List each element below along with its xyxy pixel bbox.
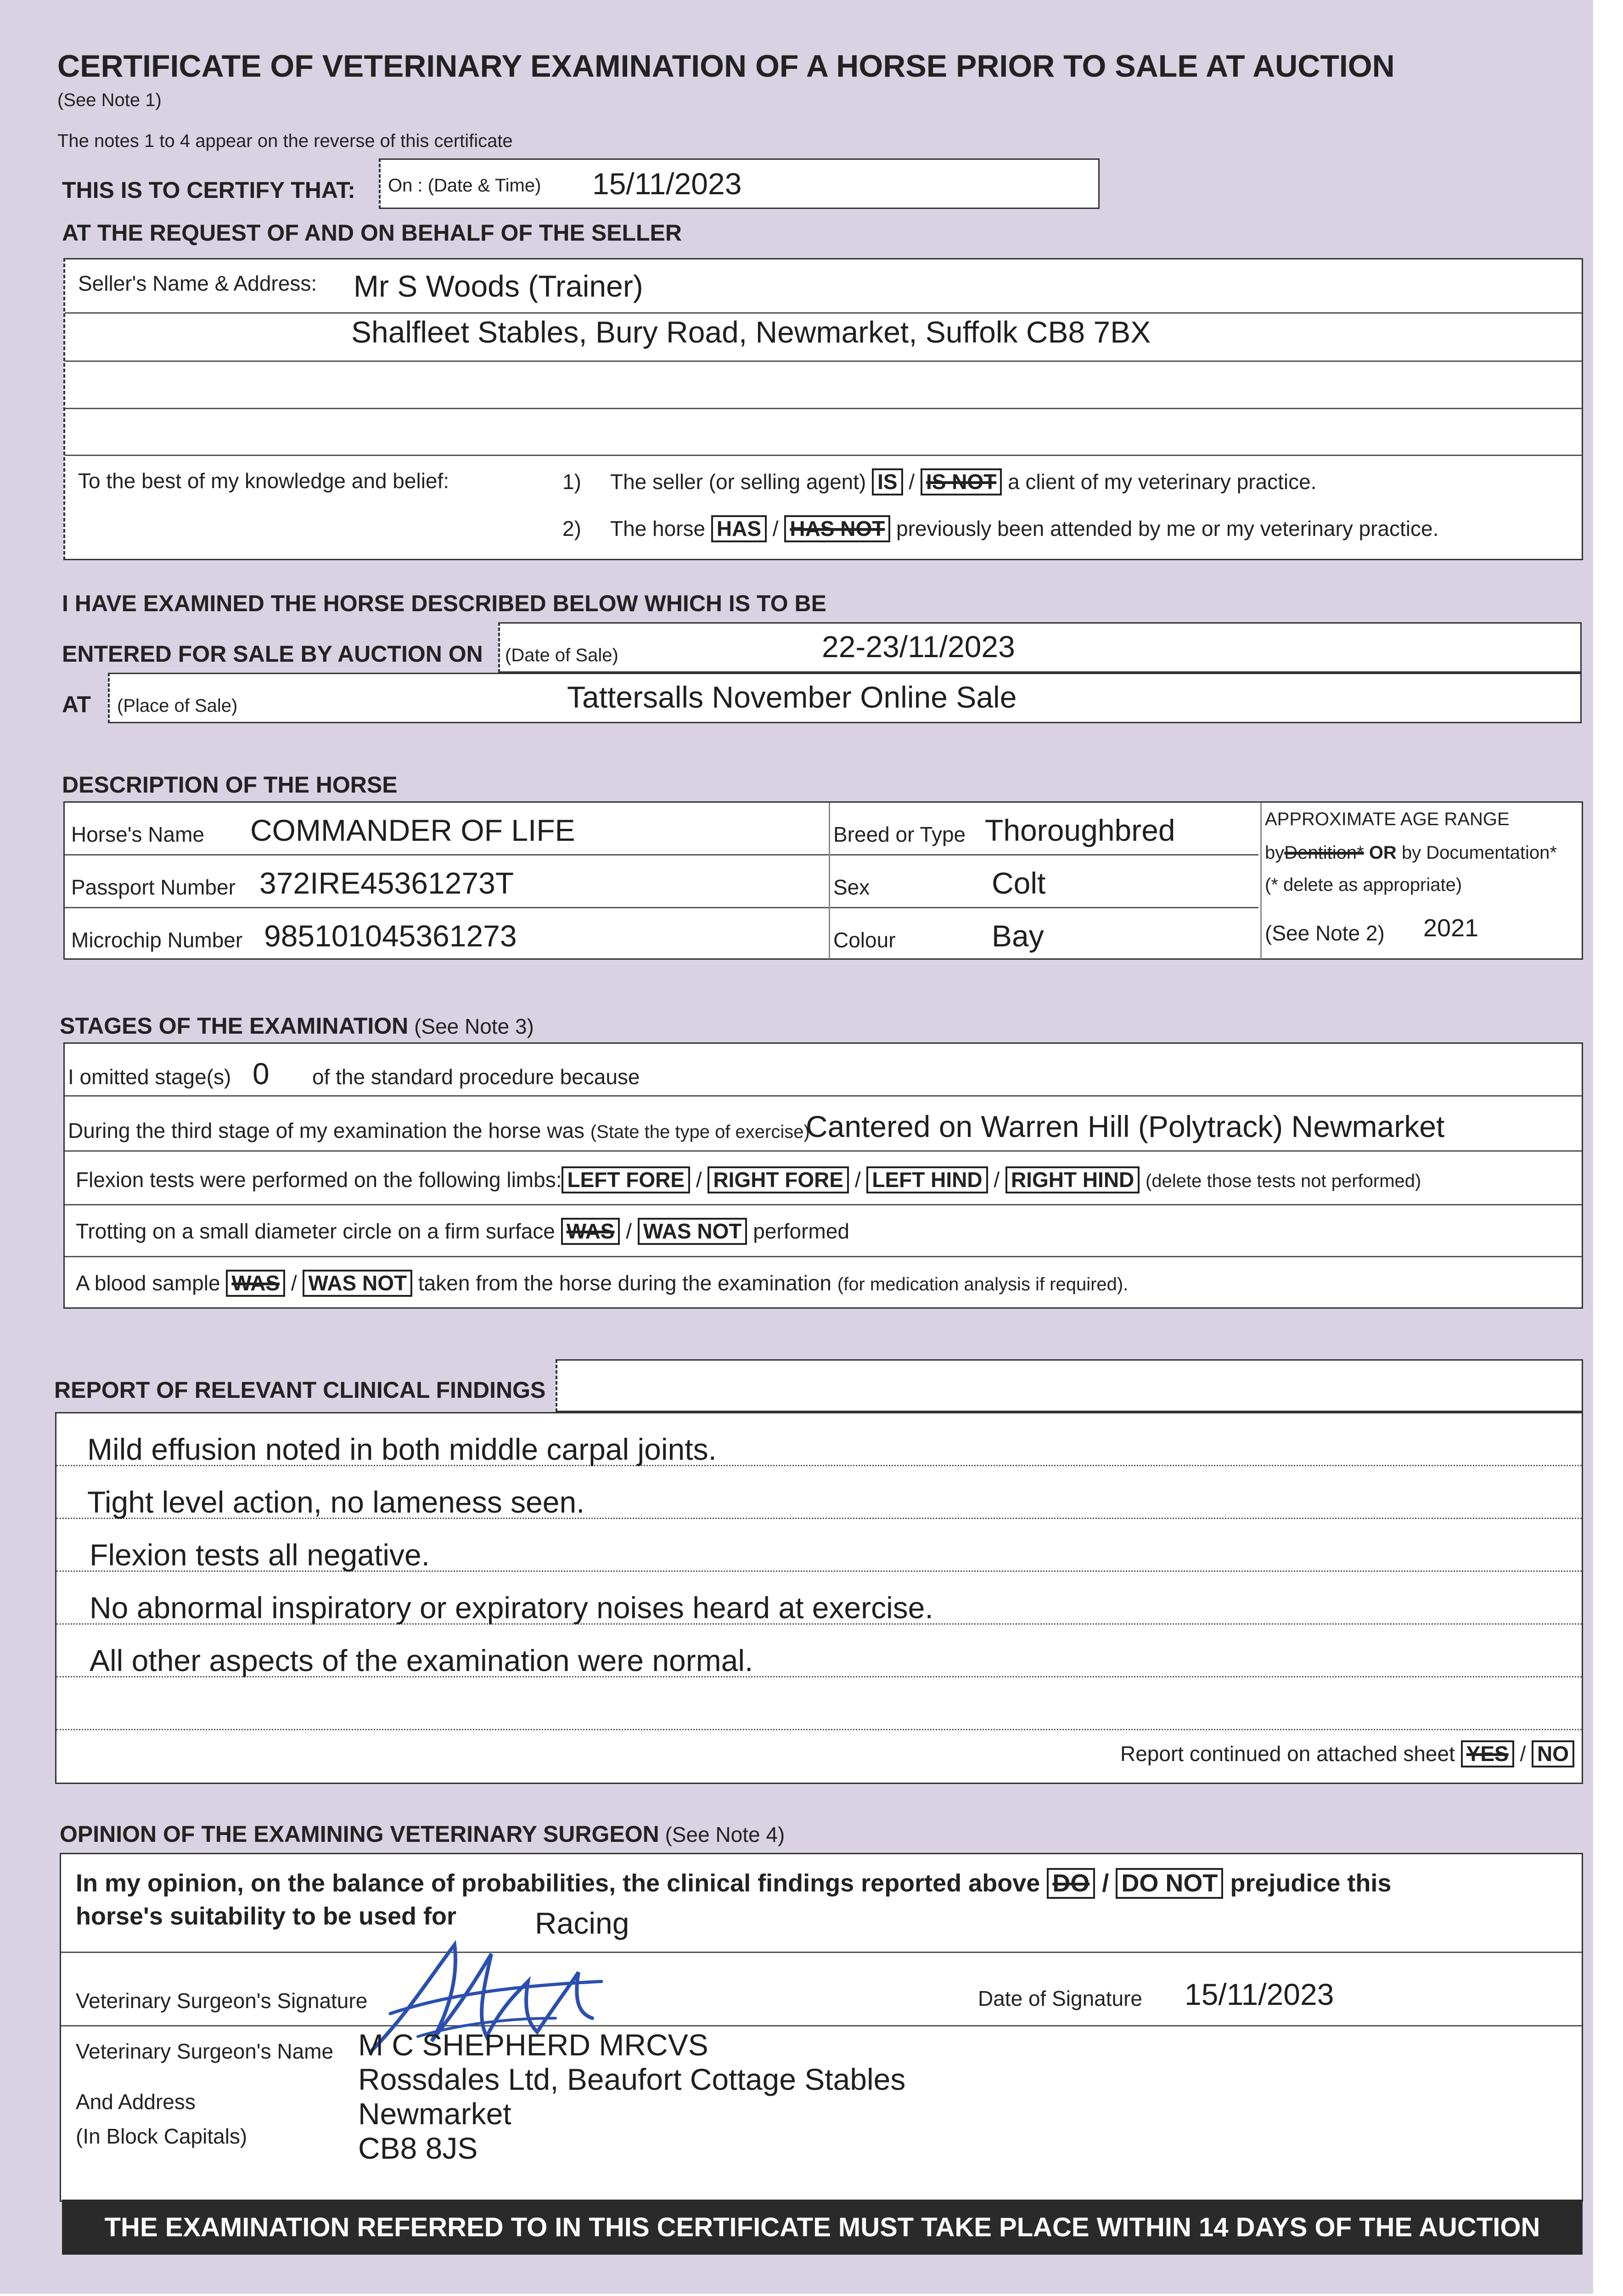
colour-label: Colour [833, 928, 896, 952]
trotting-was-option[interactable]: WAS [561, 1218, 620, 1245]
age-or: OR [1369, 843, 1397, 863]
vet-address-line-2: Newmarket [358, 2097, 511, 2131]
finding-line-1: Mild effusion noted in both middle carpal joints. [87, 1432, 717, 1466]
passport-label: Passport Number [71, 875, 236, 899]
knowledge-label: To the best of my knowledge and belief: [78, 469, 449, 493]
age-dentition-struck: Dentition* [1284, 843, 1364, 863]
third-stage-note: (State the type of exercise) [590, 1122, 810, 1142]
vet-address-line-1: Rossdales Ltd, Beaufort Cottage Stables [358, 2062, 906, 2096]
age-range-heading: APPROXIMATE AGE RANGE [1265, 809, 1510, 829]
blood-note: (for medication analysis if required). [837, 1274, 1129, 1294]
continued-yes-option[interactable]: YES [1461, 1740, 1514, 1767]
flexion-row [76, 1166, 1421, 1193]
opinion-do-option[interactable]: DO [1047, 1868, 1095, 1899]
client-is-option[interactable]: IS [872, 468, 903, 495]
limb-left-fore[interactable]: LEFT FORE [562, 1166, 690, 1193]
notes-info: The notes 1 to 4 appear on the reverse of this certificate [57, 131, 513, 151]
entered-label: ENTERED FOR SALE BY AUCTION ON [62, 641, 483, 667]
opinion-heading-row [60, 1821, 785, 1847]
age-value: 2021 [1423, 914, 1479, 942]
report-continued-row [1120, 1740, 1574, 1767]
blood-sep: / [291, 1271, 297, 1295]
stages-heading: STAGES OF THE EXAMINATION [60, 1013, 409, 1039]
opinion-note: (See Note 4) [665, 1823, 785, 1846]
seller-name: Mr S Woods (Trainer) [354, 269, 643, 303]
item-2-separator: / [772, 517, 779, 540]
continued-label: Report continued on attached sheet [1120, 1742, 1455, 1766]
limb-right-fore[interactable]: RIGHT FORE [708, 1166, 849, 1193]
omitted-value: 0 [253, 1057, 270, 1091]
age-by: by [1265, 843, 1285, 863]
sex-label: Sex [833, 875, 870, 899]
continued-no-option[interactable]: NO [1532, 1740, 1574, 1767]
date-time-label: On : (Date & Time) [388, 175, 541, 196]
footer-text: THE EXAMINATION REFERRED TO IN THIS CERTIFICATE MUST TAKE PLACE WITHIN 14 DAYS OF THE AUCTION [104, 2212, 1540, 2242]
signature-label: Veterinary Surgeon's Signature [76, 1989, 368, 2013]
item-2-number: 2) [562, 517, 581, 540]
report-heading: REPORT OF RELEVANT CLINICAL FINDINGS [54, 1377, 546, 1403]
trotting-sep: / [626, 1219, 632, 1243]
finding-line-2: Tight level action, no lameness seen. [87, 1485, 585, 1519]
client-is-not-option[interactable]: IS NOT [921, 468, 1002, 495]
limb-sep-1: / [696, 1168, 702, 1192]
certify-label: THIS IS TO CERTIFY THAT: [62, 177, 355, 203]
opinion-text-row [76, 1868, 1391, 1899]
blood-was-not-option[interactable]: WAS NOT [303, 1270, 412, 1297]
sale-place: Tattersalls November Online Sale [567, 680, 1017, 714]
date-of-signature-label: Date of Signature [978, 1986, 1143, 2010]
limb-right-hind[interactable]: RIGHT HIND [1005, 1166, 1140, 1193]
blood-was-option[interactable]: WAS [226, 1270, 285, 1297]
attended-statement [562, 515, 1438, 542]
finding-line-5: All other aspects of the examination were normal. [90, 1643, 753, 1677]
client-statement [562, 468, 1316, 495]
horse-has-not-option[interactable]: HAS NOT [784, 515, 890, 542]
omitted-label: I omitted stage(s) [68, 1065, 231, 1089]
finding-line-4: No abnormal inspiratory or expiratory noises heard at exercise. [90, 1591, 933, 1625]
vet-address-line-3: CB8 8JS [358, 2131, 478, 2165]
seller-name-label: Seller's Name & Address: [78, 271, 317, 295]
date-of-sale-label: (Date of Sale) [505, 645, 618, 665]
trotting-label: Trotting on a small diameter circle on a firm surface [76, 1219, 555, 1243]
finding-line-3: Flexion tests all negative. [90, 1538, 430, 1572]
age-method [1265, 843, 1557, 863]
examined-label: I HAVE EXAMINED THE HORSE DESCRIBED BELOW WHICH IS TO BE [62, 591, 826, 616]
report-heading-box [556, 1359, 1583, 1412]
block-capitals-label: (In Block Capitals) [76, 2124, 247, 2148]
seller-address: Shalfleet Stables, Bury Road, Newmarket, Suffolk CB8 7BX [351, 315, 1151, 349]
trotting-tail: performed [753, 1219, 849, 1243]
vet-name: M C SHEPHERD MRCVS [358, 2028, 708, 2062]
age-delete-note: (* delete as appropriate) [1265, 875, 1462, 895]
horse-name: COMMANDER OF LIFE [250, 813, 575, 847]
microchip-number: 985101045361273 [264, 919, 517, 953]
horse-has-option[interactable]: HAS [711, 515, 767, 542]
footer-banner [62, 2200, 1583, 2255]
trotting-row [76, 1218, 849, 1245]
see-note-1: (See Note 1) [57, 90, 162, 110]
certify-date: 15/11/2023 [592, 167, 742, 201]
item-2-tail: previously been attended by me or my veterinary practice. [896, 517, 1439, 540]
intended-use: Racing [535, 1906, 629, 1940]
signature-date: 15/11/2023 [1185, 1977, 1334, 2011]
vet-name-label: Veterinary Surgeon's Name [76, 2039, 334, 2063]
passport-number: 372IRE45361273T [259, 866, 514, 900]
opinion-line-2: horse's suitability to be used for [76, 1902, 456, 1930]
item-2-text: The horse [610, 517, 706, 540]
continued-sep: / [1520, 1742, 1526, 1766]
microchip-label: Microchip Number [71, 928, 243, 952]
third-stage-row [68, 1118, 810, 1143]
limb-sep-2: / [854, 1168, 861, 1192]
sex: Colt [992, 866, 1046, 900]
sale-date: 22-23/11/2023 [822, 630, 1015, 664]
at-label: AT [62, 692, 91, 717]
breed-label: Breed or Type [833, 822, 966, 846]
place-of-sale-label: (Place of Sale) [117, 696, 238, 716]
description-heading: DESCRIPTION OF THE HORSE [62, 772, 398, 798]
limb-left-hind[interactable]: LEFT HIND [866, 1166, 988, 1193]
sale-date-box[interactable] [498, 622, 1582, 673]
blood-tail: taken from the horse during the examination [418, 1271, 831, 1295]
flexion-note: (delete those tests not performed) [1146, 1171, 1421, 1191]
opinion-text-tail: prejudice this [1230, 1869, 1392, 1897]
opinion-heading: OPINION OF THE EXAMINING VETERINARY SURGEON [60, 1821, 659, 1847]
third-stage-exercise: Cantered on Warren Hill (Polytrack) Newmarket [806, 1109, 1445, 1143]
age-documentation: by Documentation* [1401, 843, 1557, 863]
flexion-label: Flexion tests were performed on the following limbs: [76, 1168, 562, 1192]
item-1-text: The seller (or selling agent) [610, 470, 866, 494]
breed: Thoroughbred [985, 813, 1175, 847]
blood-row [76, 1270, 1128, 1297]
certificate-title: CERTIFICATE OF VETERINARY EXAMINATION OF A HORSE PRIOR TO SALE AT AUCTION [57, 49, 1395, 84]
item-1-number: 1) [562, 470, 581, 494]
opinion-sep: / [1102, 1869, 1109, 1897]
age-see-note: (See Note 2) [1265, 921, 1385, 945]
omitted-reason-label: of the standard procedure because [312, 1065, 640, 1089]
colour: Bay [992, 919, 1044, 953]
limb-sep-3: / [994, 1168, 1000, 1192]
stages-note: (See Note 3) [414, 1014, 534, 1038]
stages-heading-row [60, 1013, 534, 1039]
item-1-tail: a client of my veterinary practice. [1008, 470, 1317, 494]
item-1-separator: / [909, 470, 915, 494]
opinion-do-not-option[interactable]: DO NOT [1116, 1868, 1223, 1899]
trotting-was-not-option[interactable]: WAS NOT [638, 1218, 747, 1245]
vet-address-label: And Address [76, 2090, 196, 2114]
opinion-text: In my opinion, on the balance of probabilities, the clinical findings reported above [76, 1869, 1040, 1897]
third-stage-label: During the third stage of my examination the horse was [68, 1119, 585, 1142]
seller-request-label: AT THE REQUEST OF AND ON BEHALF OF THE SELLER [62, 220, 682, 246]
blood-label: A blood sample [76, 1271, 220, 1295]
horse-name-label: Horse's Name [71, 822, 204, 846]
